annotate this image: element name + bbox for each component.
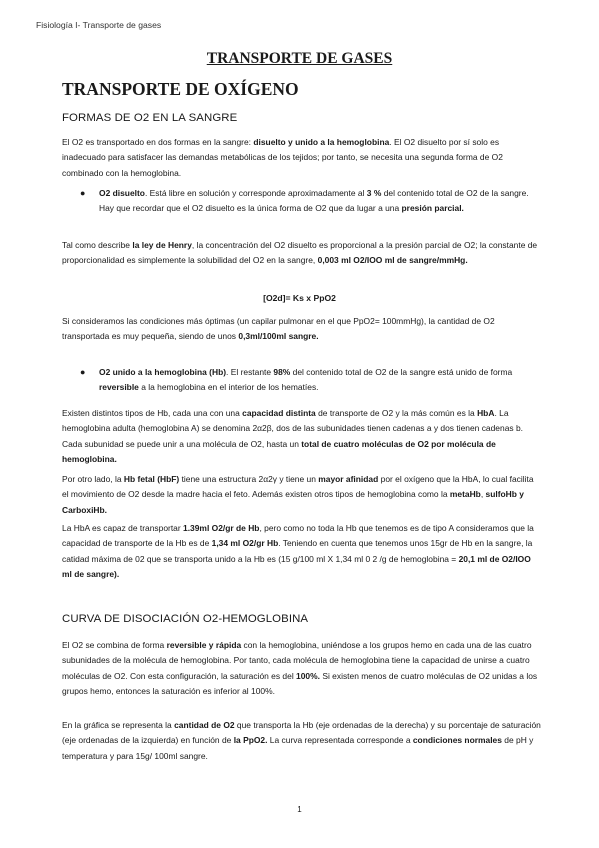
paragraph-hb-capacity: La HbA es capaz de transportar 1.39ml O2/gr de Hb, pero como no toda la Hb que tenemos es de tipo A consideramos que la capacidad de transporte de la Hb es de 1,34 ml O2/gr Hb. Teniendo en cuenta que tenemos unos 15gr de Hb en la sangre, la catidad máxima de 02 que se transporta unido a la Hb es (15 g/100 ml X 1,34 ml 0 2 /g de hemoglobina = 20,1 ml de O2/IOO ml de sangre). [62,523,534,580]
bullet-marker: ● [80,367,86,377]
paragraph-intro: El O2 es transportado en dos formas en la sangre: disuelto y unido a la hemoglobina. El O2 disuelto por sí solo es inadecuado para satisfacer las demandas metabólicas de los tejidos; por tanto, se necesita una segunda forma de O2 combinado con la hemoglobina. [62,137,503,178]
section-title: TRANSPORTE DE OXÍGENO [62,79,299,99]
subsection-heading-forms: FORMAS DE O2 EN LA SANGRE [62,112,238,124]
paragraph-hb-types: Existen distintos tipos de Hb, cada una con una capacidad distinta de transporte de O2 y la más común es la HbA. La hemoglobina adulta (hemoglobina A) se denomina 2α2β, dos de las subunidades tienen cadenas a y dos tienen cadenas b. Cada subunidad se puede unir a una molécula de O2, hasta un total de cuatro moléculas de O2 por molécula de hemoglobina. [62,408,523,465]
paragraph-optimal-conditions: Si consideramos las condiciones más óptimas (un capilar pulmonar en el que PpO2= 100mmHg), la cantidad de O2 transportada es muy pequeña, siendo de unos 0,3ml/100ml sangre. [62,316,495,342]
formula: [O2d]= Ks x PpO2 [263,293,336,303]
subsection-heading-dissociation-curve: CURVA DE DISOCIACIÓN O2-HEMOGLOBINA [62,613,309,625]
paragraph-graph-description: En la gráfica se representa la cantidad de O2 que transporta la Hb (eje ordenadas de la derecha) y su porcentaje de saturación (eje ordenadas de la izquierda) en función de la PpO2. La curva representada corresponde a condiciones normales de pH y temperatura y para 15g/ 100ml sangre. [62,720,541,761]
running-header: Fisiología I- Transporte de gases [36,20,162,30]
document-title: TRANSPORTE DE GASES [206,50,393,67]
paragraph-henry-law: Tal como describe la ley de Henry, la concentración del O2 disuelto es proporcional a la presión parcial de O2; la constante de proporcionalidad es simplemente la solubilidad del O2 en la sangre, 0,003 ml O2/IOO ml de sangre/mmHg. [62,240,538,266]
page-number: 1 [297,805,302,814]
paragraph-o2-binding: El O2 se combina de forma reversible y rápida con la hemoglobina, uniéndose a los grupos hemo en cada una de las cuatro subunidades de la molécula de hemoglobina. Por tanto, cada molécula de hemoglobina tiene la capacidad de unirse a cuatro moléculas de O2. Con esta configuración, la saturación es del 100%. Si existen menos de cuatro moléculas de O2 unidas a los grupos hemo, entonces la saturación es inferior al 100%. [62,640,538,697]
bullet-marker: ● [80,188,86,198]
bullet-text: O2 disuelto. Está libre en solución y corresponde aproximadamente al 3 % del contenido total de O2 de la sangre. Hay que recordar que el O2 disuelto es la única forma de O2 que da lugar a una presión parcial. [99,188,529,214]
paragraph-fetal-hb: Por otro lado, la Hb fetal (HbF) tiene una estructura 2α2γ y tiene un mayor afinidad por el oxígeno que la HbA, lo cual facilita el movimiento de O2 desde la madre hacia el feto. Además existen otros tipos de hemoglobina como la metaHb, sulfoHb y CarboxiHb. [62,474,534,515]
bullet-text: O2 unido a la hemoglobina (Hb). El restante 98% del contenido total de O2 de la sangre está unido de forma reversible a la hemoglobina en el interior de los hematíes. [99,367,513,393]
